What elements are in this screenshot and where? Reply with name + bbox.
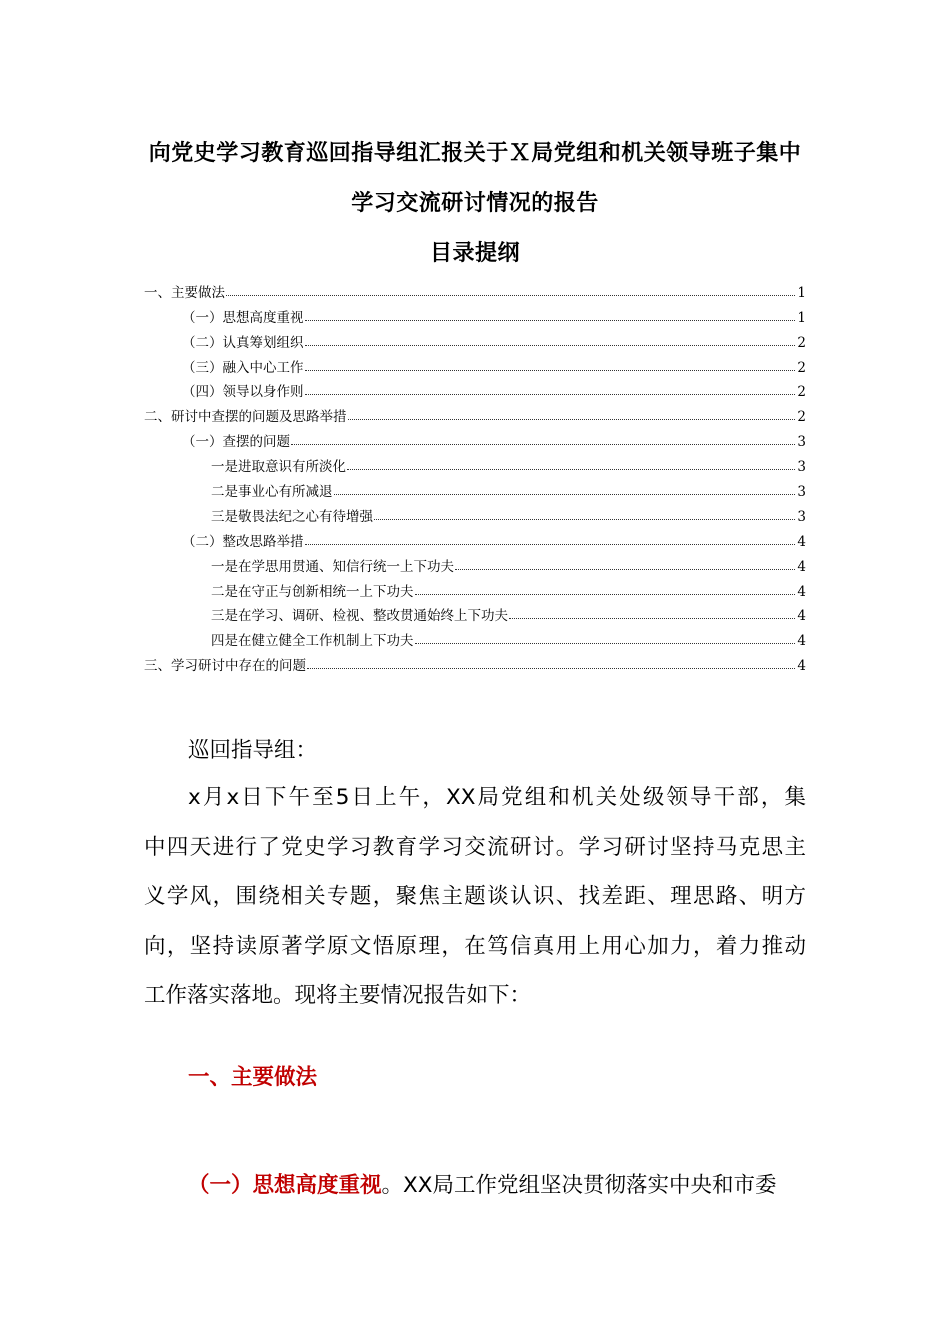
table-of-contents — [144, 276, 806, 674]
toc-leader-dots — [455, 568, 795, 570]
toc-leader-dots — [305, 543, 796, 545]
subsection-1-text: 。XX局工作党组坚决贯彻落实中央和市委 — [381, 1173, 777, 1198]
toc-leader-dots — [347, 468, 795, 470]
toc-entry-page: 4 — [797, 658, 806, 675]
toc-entry-label: （一）查摆的问题 — [182, 434, 290, 451]
toc-leader-dots — [305, 344, 796, 346]
intro-line: x月x日下午至5日上午，XX局党组和机关处级领导干部，集 — [188, 785, 806, 810]
toc-entry[interactable] — [144, 276, 806, 301]
toc-entry-label: （一）思想高度重视 — [182, 309, 304, 326]
intro-line: 工作落实落地。现将主要情况报告如下： — [144, 983, 532, 1008]
toc-entry-page: 3 — [797, 484, 806, 501]
toc-entry-label: 三是敬畏法纪之心有待增强 — [211, 508, 373, 525]
intro-line: 中四天进行了党史学习教育学习交流研讨。学习研讨坚持马克思主 — [144, 835, 806, 860]
toc-leader-dots — [305, 319, 796, 321]
toc-entry-page: 4 — [797, 608, 806, 625]
toc-entry[interactable] — [144, 575, 806, 600]
toc-leader-dots — [415, 642, 796, 644]
toc-entry[interactable] — [144, 624, 806, 649]
report-title-line-2: 学习交流研讨情况的报告 — [351, 191, 599, 216]
toc-leader-dots — [334, 493, 796, 495]
toc-entry[interactable] — [144, 450, 806, 475]
toc-entry-label: （三）融入中心工作 — [182, 359, 304, 376]
toc-heading: 目录提纲 — [429, 241, 520, 266]
toc-leader-dots — [291, 443, 795, 445]
toc-entry-page: 1 — [797, 309, 806, 326]
toc-entry[interactable] — [144, 376, 806, 401]
toc-entry[interactable] — [144, 550, 806, 575]
toc-entry-page: 4 — [797, 533, 806, 550]
toc-leader-dots — [305, 369, 796, 371]
toc-entry[interactable] — [144, 649, 806, 674]
toc-leader-dots — [415, 593, 796, 595]
toc-entry-page: 2 — [797, 409, 806, 426]
intro-line: 义学风，围绕相关专题，聚焦主题谈认识、找差距、理思路、明方 — [144, 884, 806, 909]
toc-entry-page: 4 — [797, 558, 806, 575]
toc-entry-label: 二是事业心有所减退 — [211, 484, 333, 501]
toc-entry-page: 3 — [797, 434, 806, 451]
toc-entry[interactable] — [144, 351, 806, 376]
toc-entry-page: 3 — [797, 508, 806, 525]
toc-entry-page: 2 — [797, 359, 806, 376]
toc-entry-label: （二）整改思路举措 — [182, 533, 304, 550]
toc-entry-label: 四是在健立健全工作机制上下功夫 — [211, 633, 414, 650]
toc-entry[interactable] — [144, 525, 806, 550]
toc-entry-label: 一是在学思用贯通、知信行统一上下功夫 — [211, 558, 454, 575]
toc-entry-label: （四）领导以身作则 — [182, 384, 304, 401]
toc-entry-label: 二、研讨中查摆的问题及思路举措 — [144, 409, 347, 426]
toc-entry-label: 三是在学习、调研、检视、整改贯通始终上下功夫 — [211, 608, 508, 625]
toc-leader-dots — [305, 393, 796, 395]
toc-entry[interactable] — [144, 425, 806, 450]
toc-entry-label: 二是在守正与创新相统一上下功夫 — [211, 583, 414, 600]
toc-leader-dots — [226, 294, 795, 296]
toc-entry[interactable] — [144, 600, 806, 625]
greeting: 巡回指导组： — [188, 738, 318, 763]
report-title-line-1: 向党史学习教育巡回指导组汇报关于Ｘ局党组和机关领导班子集中 — [148, 141, 802, 166]
toc-leader-dots — [374, 518, 795, 520]
toc-entry[interactable] — [144, 475, 806, 500]
toc-entry-page: 4 — [797, 583, 806, 600]
toc-entry[interactable] — [144, 326, 806, 351]
toc-entry-page: 1 — [797, 284, 806, 301]
toc-entry-label: 三、学习研讨中存在的问题 — [144, 658, 306, 675]
toc-entry[interactable] — [144, 400, 806, 425]
toc-entry-page: 3 — [797, 459, 806, 476]
toc-entry-page: 2 — [797, 334, 806, 351]
toc-entry-page: 4 — [797, 633, 806, 650]
toc-entry-page: 2 — [797, 384, 806, 401]
toc-entry[interactable] — [144, 301, 806, 326]
toc-entry-label: 一、主要做法 — [144, 284, 225, 301]
section-1-heading: 一、主要做法 — [188, 1065, 318, 1090]
toc-leader-dots — [307, 667, 795, 669]
toc-entry[interactable] — [144, 500, 806, 525]
toc-leader-dots — [509, 617, 795, 619]
intro-line: 向，坚持读原著学原文悟原理，在笃信真用上用心加力，着力推动 — [144, 934, 806, 959]
subsection-1-heading: （一）思想高度重视 — [188, 1173, 382, 1198]
toc-entry-label: （二）认真筹划组织 — [182, 334, 304, 351]
toc-leader-dots — [348, 418, 796, 420]
subsection-1-paragraph — [188, 1168, 806, 1199]
toc-entry-label: 一是进取意识有所淡化 — [211, 459, 346, 476]
